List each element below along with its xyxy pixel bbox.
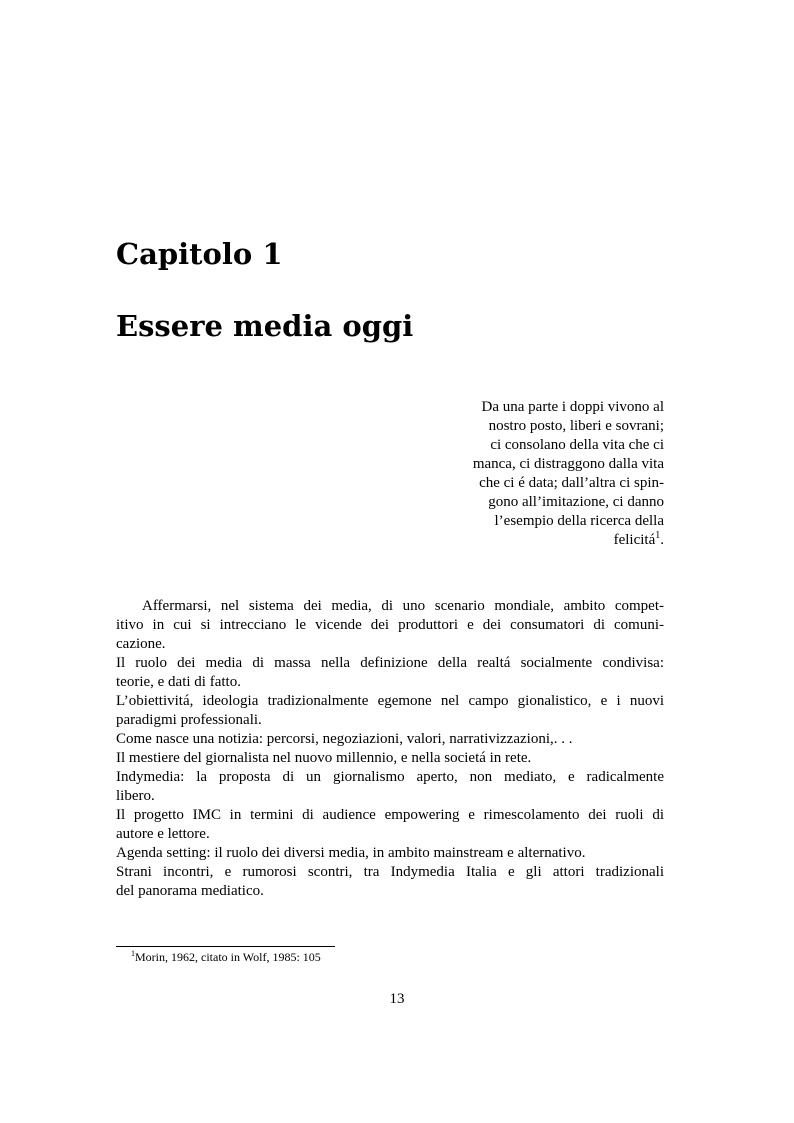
page-number: 13 [389,991,405,1007]
epigraph-line: che ci é data; dall’altra ci spin- [479,475,664,491]
body-line: L’obiettivitá, ideologia tradizionalmente egemone nel campo gionalistico, e i nuovi [116,693,664,709]
body-line: autore e lettore. [116,826,210,842]
body-line: cazione. [116,636,166,652]
body-line: Affermarsi, nel sistema dei media, di uno scenario mondiale, ambito compet- [142,598,664,614]
epigraph-line: l’esempio della ricerca della [494,513,664,529]
body-line: Il ruolo dei media di massa nella definizione della realtá socialmente condivisa: [116,655,664,671]
epigraph-line: ci consolano della vita che ci [490,437,664,453]
body-line: del panorama mediatico. [116,883,264,899]
epigraph-line: felicitá [613,532,656,548]
epigraph-line: gono all’imitazione, ci danno [488,494,664,510]
footnote-rule [116,946,335,947]
footnote-marker: 1 [655,530,661,541]
body-line: Come nasce una notizia: percorsi, negoziazioni, valori, narrativizzazioni,. . . [116,731,573,747]
chapter-label: Capitolo 1 [116,237,283,271]
body-line: Strani incontri, e rumorosi scontri, tra Indymedia Italia e gli attori tradizionali [116,864,664,880]
chapter-title: Essere media oggi [116,309,414,343]
body-line: libero. [116,788,155,804]
body-line: Il mestiere del giornalista nel nuovo millennio, e nella societá in rete. [116,750,532,766]
epigraph-line: Da una parte i doppi vivono al [481,399,664,415]
body-line: itivo in cui si intrecciano le vicende dei produttori e dei consumatori di comuni- [116,617,664,633]
body-line: Indymedia: la proposta di un giornalismo aperto, non mediato, e radicalmente [116,769,664,785]
body-line: Agenda setting: il ruolo dei diversi media, in ambito mainstream e alternativo. [116,845,586,861]
epigraph-last-line [420,531,664,550]
body-line: Il progetto IMC in termini di audience empowering e rimescolamento dei ruoli di [116,807,664,823]
body-line: teorie, e dati di fatto. [116,674,241,690]
epigraph-line: nostro posto, liberi e sovrani; [488,418,664,434]
body-text [116,597,664,901]
epigraph [420,398,664,550]
epigraph-end-punct: . [660,532,664,548]
footnote-text: Morin, 1962, citato in Wolf, 1985: 105 [135,950,321,964]
epigraph-line: manca, ci distraggono dalla vita [472,456,664,472]
footnote-number: 1 [131,949,135,958]
footnote [131,950,321,965]
body-line: paradigmi professionali. [116,712,262,728]
